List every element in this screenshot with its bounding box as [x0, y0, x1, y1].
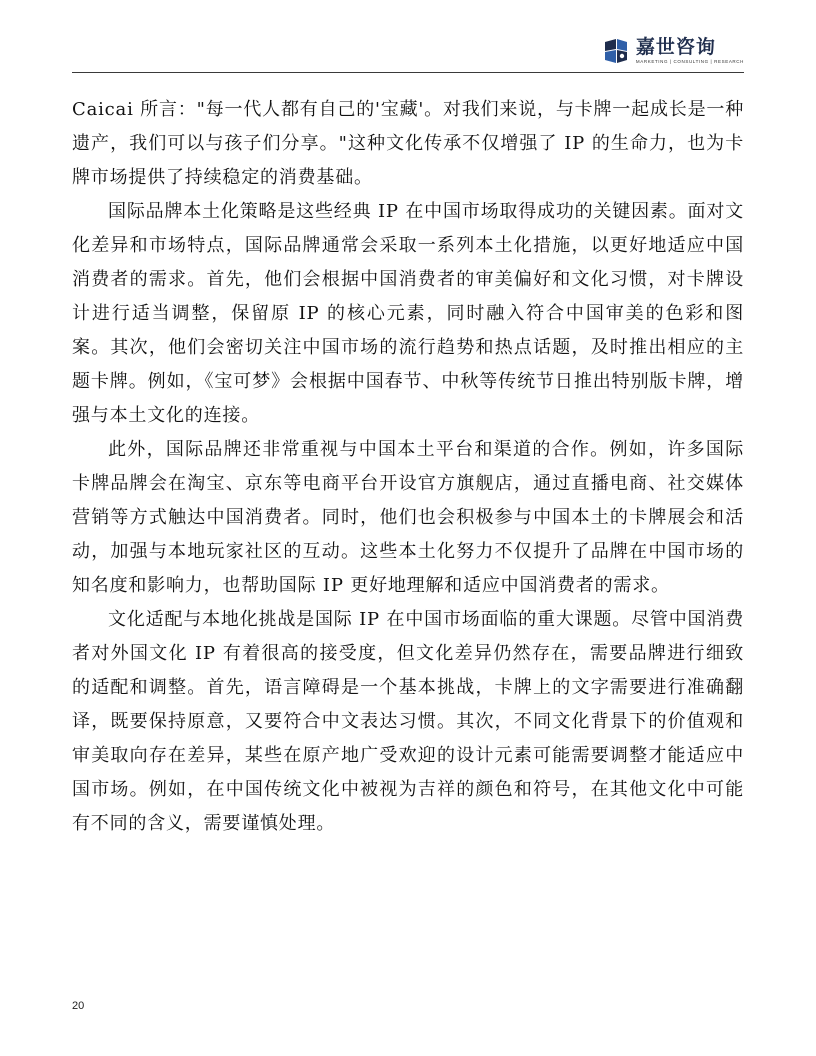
- company-logo: [602, 36, 744, 65]
- paragraph-2: 国际品牌本土化策略是这些经典 IP 在中国市场取得成功的关键因素。面对文化差异和市场特点，国际品牌通常会采取一系列本土化措施，以更好地适应中国消费者的需求。首先，他们会根据中国消费者的审美偏好和文化习惯，对卡牌设计进行适当调整，保留原 IP 的核心元素，同时融入符合中国审美的色彩和图案。其次，他们会密切关注中国市场的流行趋势和热点话题，及时推出相应的主题卡牌。例如，《宝可梦》会根据中国春节、中秋等传统节日推出特别版卡牌，增强与本土文化的连接。: [72, 201, 744, 426]
- body-text: [72, 93, 744, 841]
- paragraph-3: 此外，国际品牌还非常重视与中国本土平台和渠道的合作。例如，许多国际卡牌品牌会在淘宝、京东等电商平台开设官方旗舰店，通过直播电商、社交媒体营销等方式触达中国消费者。同时，他们也会积极参与中国本土的卡牌展会和活动，加强与本地玩家社区的互动。这些本土化努力不仅提升了品牌在中国市场的知名度和影响力，也帮助国际 IP 更好地理解和适应中国消费者的需求。: [72, 439, 744, 596]
- jiashi-logo-icon: [602, 37, 630, 65]
- paragraph-1: Caicai 所言："每一代人都有自己的'宝藏'。对我们来说，与卡牌一起成长是一种遗产，我们可以与孩子们分享。"这种文化传承不仅增强了 IP 的生命力，也为卡牌市场提供了持续稳定的消费基础。: [72, 99, 744, 188]
- page-header: [72, 28, 744, 72]
- paragraph-4: 文化适配与本地化挑战是国际 IP 在中国市场面临的重大课题。尽管中国消费者对外国文化 IP 有着很高的接受度，但文化差异仍然存在，需要品牌进行细致的适配和调整。首先，语言障碍是一个基本挑战，卡牌上的文字需要进行准确翻译，既要保持原意，又要符合中文表达习惯。其次，不同文化背景下的价值观和审美取向存在差异，某些在原产地广受欢迎的设计元素可能需要调整才能适应中国市场。例如，在中国传统文化中被视为吉祥的颜色和符号，在其他文化中可能有不同的含义，需要谨慎处理。: [72, 609, 744, 834]
- logo-tagline: MARKETING | CONSULTING | RESEARCH: [635, 59, 744, 64]
- header-divider: [72, 72, 744, 73]
- page-number: 20: [72, 1000, 85, 1012]
- logo-name: 嘉世咨询: [635, 36, 716, 58]
